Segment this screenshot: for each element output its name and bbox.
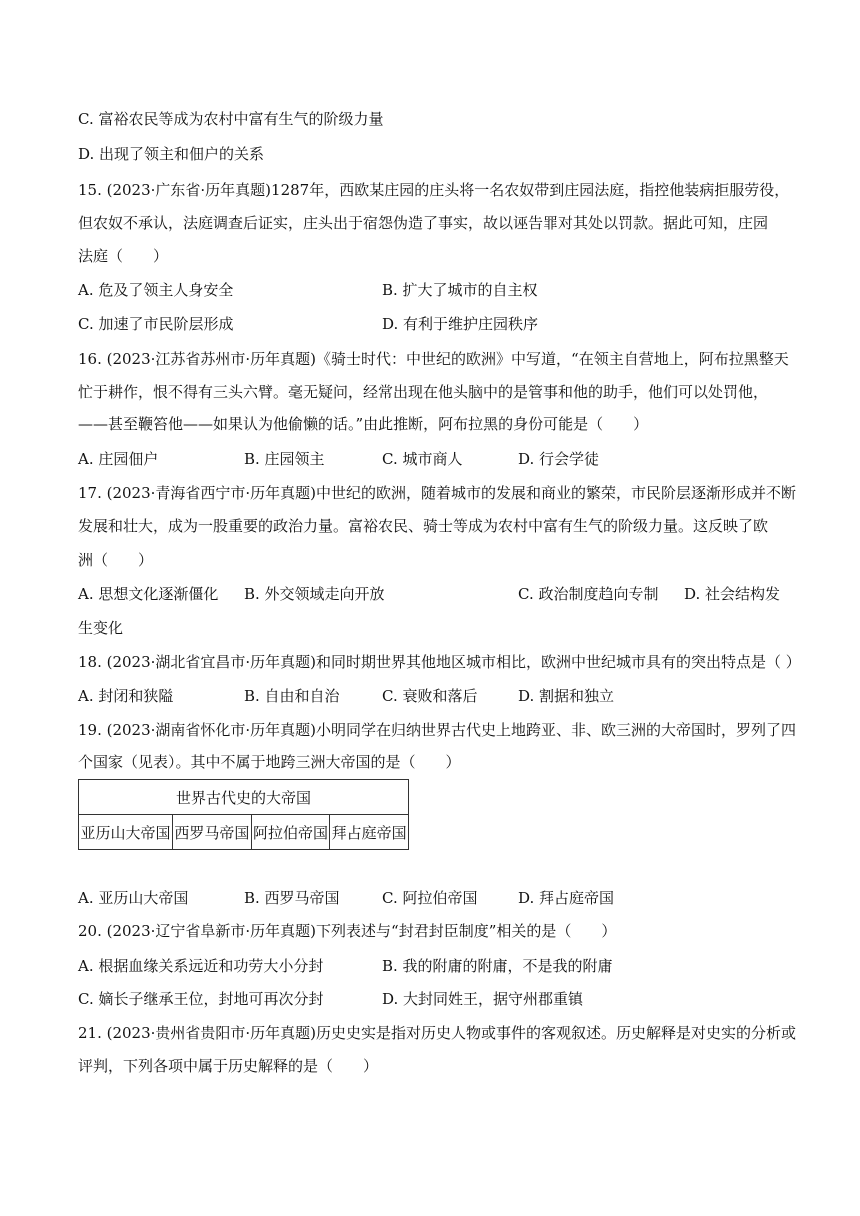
question-16-line-2: 忙于耕作，恨不得有三头六臂。毫无疑问，经常出现在他头脑中的是管事和他的助手，他们可以处罚他， xyxy=(78,383,769,401)
question-16-line-3: ——甚至鞭笞他——如果认为他偷懒的话。”由此推断，阿布拉黑的身份可能是（ ） xyxy=(78,415,649,433)
q18-option-d: D. 割据和独立 xyxy=(518,687,615,705)
q15-option-c: C. 加速了市民阶层形成 xyxy=(78,315,234,333)
q18-option-b: B. 自由和自治 xyxy=(244,687,340,705)
q20-option-c: C. 嫡长子继承王位，封地可再次分封 xyxy=(78,990,324,1008)
option-c-q14: C. 富裕农民等成为农村中富有生气的阶级力量 xyxy=(78,110,384,128)
q19-option-a: A. 亚历山大帝国 xyxy=(78,889,189,907)
q19-option-d: D. 拜占庭帝国 xyxy=(518,889,615,907)
question-19-line-1: 19. (2023·湖南省怀化市·历年真题)小明同学在归纳世界古代史上地跨亚、非、欧三洲的大帝国时，罗列了四 xyxy=(78,721,797,739)
question-19-line-2: 个国家（见表）。其中不属于地跨三洲大帝国的是（ ） xyxy=(78,753,461,771)
question-21-line-2: 评判，下列各项中属于历史解释的是（ ） xyxy=(78,1057,379,1075)
q20-option-d: D. 大封同姓王，据守州郡重镇 xyxy=(382,990,584,1008)
q17-option-d: D. 社会结构发 xyxy=(684,585,781,603)
table-cell: 拜占庭帝国 xyxy=(330,815,409,850)
question-20-line-1: 20. (2023·辽宁省阜新市·历年真题)下列表述与“封君封臣制度”相关的是（ ） xyxy=(78,922,617,940)
q16-option-d: D. 行会学徒 xyxy=(518,450,600,468)
q16-option-c: C. 城市商人 xyxy=(382,450,463,468)
table-title: 世界古代史的大帝国 xyxy=(79,780,409,815)
option-d-q14: D. 出现了领主和佃户的关系 xyxy=(78,145,265,163)
question-16-line-1: 16. (2023·江苏省苏州市·历年真题)《骑士时代：中世纪的欧洲》中写道，“在领主自营地上，阿布拉黑整天 xyxy=(78,350,789,368)
question-15-line-1: 15. (2023·广东省·历年真题)1287年，西欧某庄园的庄头将一名农奴带到庄园法庭，指控他装病拒服劳役， xyxy=(78,181,790,199)
q20-option-a: A. 根据血缘关系远近和功劳大小分封 xyxy=(78,957,324,975)
question-17-line-3: 洲（ ） xyxy=(78,551,154,569)
q16-option-a: A. 庄园佃户 xyxy=(78,450,159,468)
q17-option-c: C. 政治制度趋向专制 xyxy=(518,585,659,603)
table-cell: 阿拉伯帝国 xyxy=(251,815,330,850)
q16-option-b: B. 庄园领主 xyxy=(244,450,325,468)
question-15-line-2: 但农奴不承认，法庭调查后证实，庄头出于宿怨伪造了事实，故以诬告罪对其处以罚款。据此可知，庄园 xyxy=(78,214,769,232)
question-17-line-2: 发展和壮大，成为一股重要的政治力量。富裕农民、骑士等成为农村中富有生气的阶级力量。这反映了欧 xyxy=(78,517,769,535)
q17-option-b: B. 外交领域走向开放 xyxy=(244,585,385,603)
q20-option-b: B. 我的附庸的附庸，不是我的附庸 xyxy=(382,957,613,975)
q17-option-d-continued: 生变化 xyxy=(78,619,124,637)
q18-option-c: C. 衰败和落后 xyxy=(382,687,478,705)
q15-option-d: D. 有利于维护庄园秩序 xyxy=(382,315,539,333)
question-15-line-3: 法庭（ ） xyxy=(78,247,169,265)
q15-option-a: A. 危及了领主人身安全 xyxy=(78,281,234,299)
question-18-line-1: 18. (2023·湖北省宜昌市·历年真题)和同时期世界其他地区城市相比，欧洲中世纪城市具有的突出特点是（ ） xyxy=(78,653,801,671)
q19-option-b: B. 西罗马帝国 xyxy=(244,889,340,907)
table-cell: 西罗马帝国 xyxy=(173,815,252,850)
table-cell: 亚历山大帝国 xyxy=(79,815,173,850)
q15-option-b: B. 扩大了城市的自主权 xyxy=(382,281,538,299)
q17-option-a: A. 思想文化逐渐僵化 xyxy=(78,585,219,603)
question-21-line-1: 21. (2023·贵州省贵阳市·历年真题)历史史实是指对历史人物或事件的客观叙述。历史解释是对史实的分析或 xyxy=(78,1024,797,1042)
empire-table xyxy=(78,779,409,850)
q19-option-c: C. 阿拉伯帝国 xyxy=(382,889,478,907)
q18-option-a: A. 封闭和狭隘 xyxy=(78,687,174,705)
question-17-line-1: 17. (2023·青海省西宁市·历年真题)中世纪的欧洲，随着城市的发展和商业的繁荣，市民阶层逐渐形成并不断 xyxy=(78,484,797,502)
